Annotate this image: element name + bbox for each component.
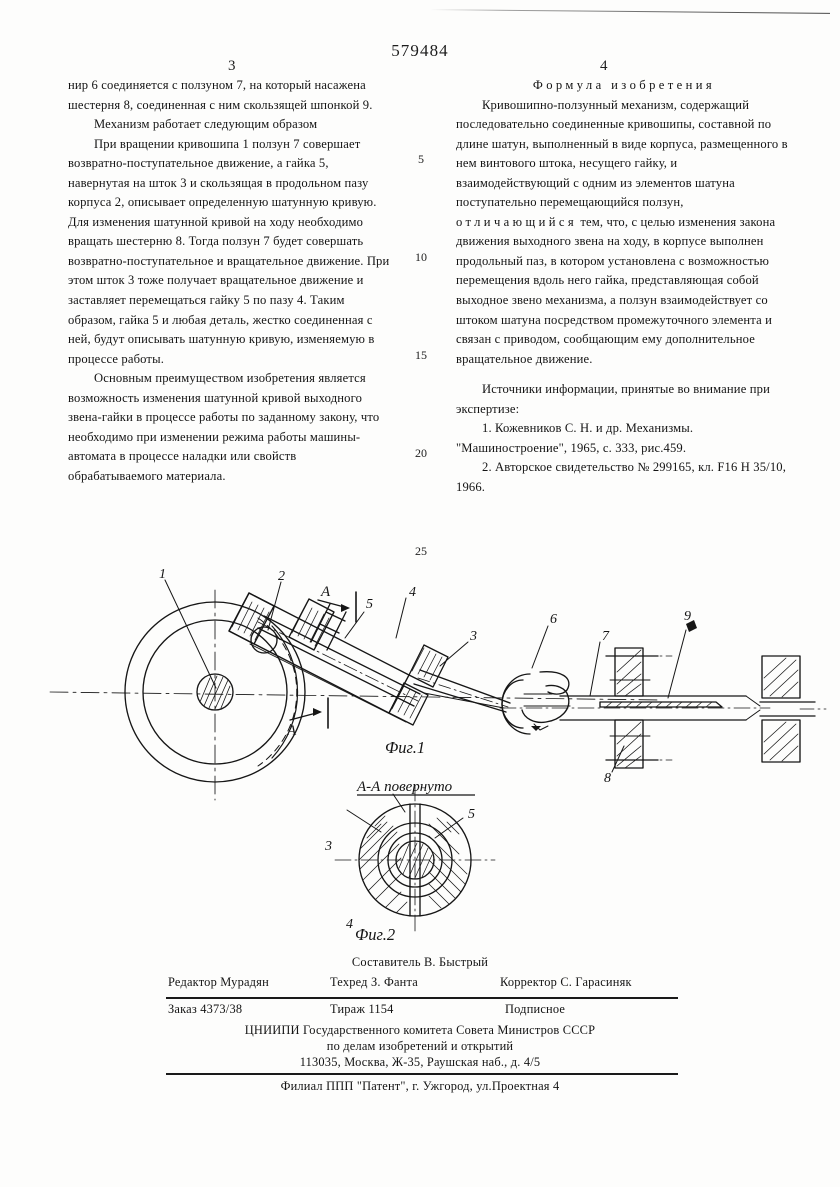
fig2-callout-3: 3 bbox=[325, 839, 332, 854]
page-footer bbox=[0, 955, 840, 1094]
compiler-line: Составитель В. Быстрый bbox=[351, 955, 489, 969]
institute-line-1: ЦНИИПИ Государственного комитета Совета Министров СССР bbox=[244, 1023, 596, 1037]
source-item: 1. Кожевников С. Н. и др. Механизмы. "Машиностроение", 1965, с. 333, рис.459. bbox=[456, 421, 694, 455]
housing-inner-line-2 bbox=[258, 628, 414, 706]
institute-address: 113035, Москва, Ж-35, Раушская наб., д. 4/5 bbox=[299, 1055, 541, 1069]
order-row bbox=[0, 1002, 840, 1022]
callout-7: 7 bbox=[602, 629, 609, 644]
branch-line: Филиал ППП "Патент", г. Ужгород, ул.Проектная 4 bbox=[280, 1079, 560, 1093]
support-bottom-hatching bbox=[764, 722, 798, 761]
intermediate-element-6 bbox=[502, 672, 570, 734]
claim-text-part2: тем, что, с целью изменения закона движения выходного звена на ходу, в корпусе выполнен продольный паз, в котором установлена с возможностью перемещения вдоль него гайка, представляющая собой выходное звено механизма, а ползун взаимодействует со штоком шатуна посредством промежуточного элемента и связан с приводом, сообщающим ему дополнительное вращательное движение. bbox=[456, 214, 776, 366]
claim-paragraph bbox=[456, 96, 792, 370]
slot-axis bbox=[258, 622, 418, 701]
text-columns bbox=[0, 76, 840, 546]
keyway-hatching bbox=[606, 702, 712, 707]
order-number: Заказ 4373/38 bbox=[168, 1002, 243, 1016]
subscription-note: Подписное bbox=[505, 1002, 566, 1016]
claim-emphasis: отличающийся bbox=[456, 214, 578, 229]
callout-3: 3 bbox=[470, 629, 477, 644]
section-note: А-А повернуто bbox=[357, 779, 453, 795]
left-text-column bbox=[68, 76, 390, 486]
housing-inner-line-1 bbox=[264, 616, 420, 694]
fig2-callout-5: 5 bbox=[468, 807, 475, 822]
housing-outline bbox=[229, 593, 409, 713]
institute-line-2: по делам изобретений и открытий bbox=[326, 1039, 514, 1053]
source-item: 2. Авторское свидетельство № 299165, кл. F16 H 35/10, 1966. bbox=[456, 460, 787, 494]
claim-text-part1: Кривошипно-ползунный механизм, содержащий последовательно соединенные кривошипы, составной по длине шатун, выполненный в виде корпуса, размещенного в нем винтового штока, несущего гайку, и взаимодействующий с одним из элементов шатуна поступательно перемещающийся ползун, bbox=[456, 97, 788, 210]
editor-label: Редактор Мурадян bbox=[168, 975, 269, 989]
callout-5: 5 bbox=[366, 597, 373, 612]
paragraph: Механизм работает следующим образом bbox=[94, 117, 318, 132]
screw-rod-3 bbox=[414, 670, 510, 712]
fig1-caption: Фиг.1 bbox=[385, 738, 426, 757]
column-number-right: 4 bbox=[600, 58, 608, 74]
callout-9: 9 bbox=[684, 609, 691, 624]
patent-drawings bbox=[0, 560, 840, 960]
fig2-caption: Фиг.2 bbox=[355, 925, 396, 944]
callout-6: 6 bbox=[550, 612, 557, 627]
fig2-rod-hatching bbox=[399, 843, 432, 878]
gear-flange-top bbox=[615, 648, 643, 696]
line-number: 20 bbox=[415, 446, 427, 460]
column-number-left: 3 bbox=[228, 58, 236, 74]
circulation-count: Тираж 1154 bbox=[330, 1002, 394, 1016]
line-number: 15 bbox=[415, 348, 427, 362]
gear-top-hatching bbox=[617, 650, 641, 696]
techred-label: Техред З. Фанта bbox=[330, 975, 418, 989]
right-text-column bbox=[456, 76, 792, 497]
gear-bottom-hatching bbox=[617, 722, 641, 768]
gland-top-hatching bbox=[412, 648, 442, 680]
fig1-leaders bbox=[165, 580, 697, 772]
patent-number: 579484 bbox=[391, 41, 449, 60]
fig2-leaders bbox=[347, 794, 463, 838]
line-number: 10 bbox=[415, 250, 427, 264]
corrector-label: Корректор С. Гарасиняк bbox=[500, 975, 632, 989]
section-note-group bbox=[356, 779, 475, 795]
credits-row bbox=[0, 975, 840, 994]
callout-4: 4 bbox=[409, 585, 416, 600]
line-number: 5 bbox=[418, 152, 424, 166]
figures-area bbox=[0, 560, 840, 960]
callout-8: 8 bbox=[604, 771, 611, 786]
support-top-hatching bbox=[764, 658, 798, 697]
fig2-housing-hatching bbox=[359, 816, 467, 914]
paragraph: При вращении кривошипа 1 ползун 7 совершает возвратно-поступательное движение, а гайка 5, навернутая на шток 3 и скользящая в продольном пазу корпуса 2, описывает определенную шатунную кривую. Для изменения шатунной кривой на ходу необходимо вращать шестерню 8. Тогда ползун 7 будет совершать возвратно-поступательное и вращательное движение. При этом шток 3 тоже получает вращательное движение и заставляет перемещаться гайку 5 по пазу 4. Таким образом, гайка 5 и любая деталь, жестко соединенная с ней, будут описывать шатунную кривую, изменяемую в процессе работы. bbox=[68, 136, 390, 366]
callout-1: 1 bbox=[159, 567, 166, 582]
footer-rule-bottom bbox=[166, 1073, 678, 1075]
line-number: 25 bbox=[415, 544, 427, 558]
slider-shaft-7 bbox=[500, 696, 770, 720]
footer-rule-top bbox=[166, 997, 678, 999]
right-support-bearing bbox=[760, 656, 826, 762]
callout-2: 2 bbox=[278, 569, 285, 584]
scan-artifact-line bbox=[430, 9, 830, 14]
gear-flange-bottom bbox=[615, 720, 643, 768]
paragraph: нир 6 соединяется с ползуном 7, на который насажена шестерня 8, соединенная с ним скользящей шпонкой 9. bbox=[68, 78, 373, 112]
paragraph: Основным преимуществом изобретения является возможность изменения шатунной кривой выходного звена-гайки в процессе работы по заданному закону, что необходимо при изменении режима работы машины-автомата в процессе наладки или свойств обрабатываемого материала. bbox=[68, 371, 380, 483]
sources-heading: Источники информации, принятые во внимание при экспертизе: bbox=[456, 382, 770, 416]
formula-heading: Формула изобретения bbox=[532, 78, 716, 92]
section-letter-top: А bbox=[321, 584, 331, 600]
fig2-callout-4: 4 bbox=[346, 917, 353, 932]
section-letter-bottom: А bbox=[287, 723, 297, 739]
